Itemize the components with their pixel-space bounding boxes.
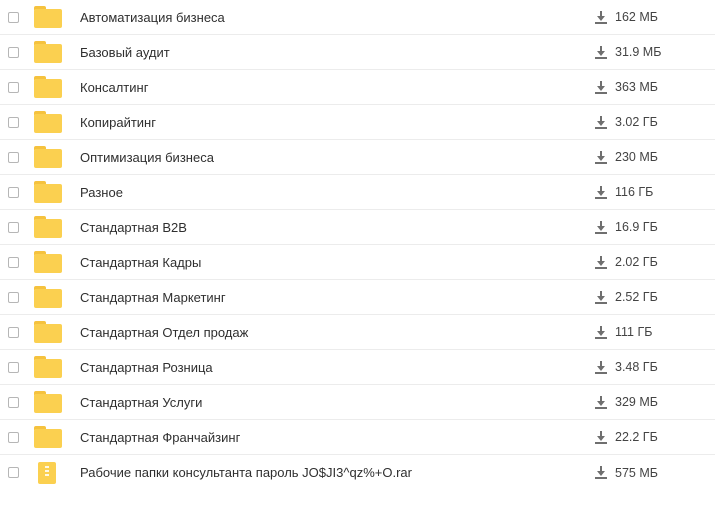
download-icon[interactable]	[595, 256, 608, 269]
file-size-cell	[589, 185, 705, 199]
file-icon-cell	[34, 6, 78, 28]
file-size-cell	[589, 430, 705, 444]
file-icon-cell	[34, 391, 78, 413]
file-name[interactable]: Стандартная Розница	[80, 359, 213, 375]
row-select-cell[interactable]	[8, 467, 34, 478]
folder-icon	[34, 321, 62, 343]
file-icon-cell	[34, 146, 78, 168]
file-name[interactable]: Базовый аудит	[80, 44, 170, 60]
file-size-cell	[589, 80, 705, 94]
archive-file-icon	[38, 462, 56, 484]
download-icon[interactable]	[595, 326, 608, 339]
file-icon-cell	[34, 356, 78, 378]
folder-icon	[34, 426, 62, 448]
folder-icon	[34, 6, 62, 28]
row-select-cell[interactable]	[8, 47, 34, 58]
checkbox-icon[interactable]	[8, 327, 19, 338]
file-size-label: 575 МБ	[615, 465, 658, 480]
row-select-cell[interactable]	[8, 327, 34, 338]
file-size-cell	[589, 325, 705, 339]
table-row[interactable]	[0, 105, 715, 140]
folder-icon	[34, 41, 62, 63]
download-icon[interactable]	[595, 151, 608, 164]
file-size-cell	[589, 290, 705, 304]
file-name[interactable]: Рабочие папки консультанта пароль JO$JI3^qz%+O.rar	[80, 465, 412, 480]
file-size-label: 111 ГБ	[615, 325, 653, 339]
file-size-cell	[589, 466, 705, 480]
file-name[interactable]: Стандартная B2B	[80, 219, 187, 235]
file-icon-cell	[34, 251, 78, 273]
table-row[interactable]	[0, 175, 715, 210]
download-icon[interactable]	[595, 431, 608, 444]
file-size-cell	[589, 360, 705, 374]
folder-icon	[34, 111, 62, 133]
file-name[interactable]: Разное	[80, 184, 123, 200]
folder-icon	[34, 146, 62, 168]
download-icon[interactable]	[595, 11, 608, 24]
file-size-cell	[589, 255, 705, 269]
file-size-label: 329 МБ	[615, 395, 658, 409]
checkbox-icon[interactable]	[8, 82, 19, 93]
folder-icon	[34, 216, 62, 238]
table-row[interactable]	[0, 140, 715, 175]
table-row[interactable]	[0, 210, 715, 245]
file-size-cell	[589, 220, 705, 234]
file-icon-cell	[34, 111, 78, 133]
checkbox-icon[interactable]	[8, 432, 19, 443]
checkbox-icon[interactable]	[8, 222, 19, 233]
row-select-cell[interactable]	[8, 152, 34, 163]
row-select-cell[interactable]	[8, 292, 34, 303]
row-select-cell[interactable]	[8, 432, 34, 443]
download-icon[interactable]	[595, 186, 608, 199]
checkbox-icon[interactable]	[8, 187, 19, 198]
row-select-cell[interactable]	[8, 257, 34, 268]
file-size-label: 3.02 ГБ	[615, 115, 658, 129]
row-select-cell[interactable]	[8, 222, 34, 233]
file-size-label: 230 МБ	[615, 150, 658, 164]
file-name[interactable]: Стандартная Отдел продаж	[80, 324, 249, 340]
file-icon-cell	[34, 462, 78, 484]
file-size-cell	[589, 115, 705, 129]
file-icon-cell	[34, 41, 78, 63]
download-icon[interactable]	[595, 81, 608, 94]
file-icon-cell	[34, 76, 78, 98]
file-name[interactable]: Стандартная Кадры	[80, 254, 202, 270]
row-select-cell[interactable]	[8, 12, 34, 23]
file-size-cell	[589, 10, 705, 24]
file-icon-cell	[34, 216, 78, 238]
folder-icon	[34, 251, 62, 273]
file-icon-cell	[34, 321, 78, 343]
table-row[interactable]	[0, 385, 715, 420]
row-select-cell[interactable]	[8, 187, 34, 198]
checkbox-icon[interactable]	[8, 362, 19, 373]
folder-icon	[34, 356, 62, 378]
table-row[interactable]	[0, 35, 715, 70]
file-size-label: 162 МБ	[615, 10, 658, 24]
row-select-cell[interactable]	[8, 117, 34, 128]
download-icon[interactable]	[595, 396, 608, 409]
table-row[interactable]	[0, 280, 715, 315]
checkbox-icon[interactable]	[8, 257, 19, 268]
download-icon[interactable]	[595, 116, 608, 129]
download-icon[interactable]	[595, 361, 608, 374]
file-size-label: 363 МБ	[615, 80, 658, 94]
table-row[interactable]	[0, 350, 715, 385]
row-select-cell[interactable]	[8, 82, 34, 93]
table-row[interactable]	[0, 455, 715, 490]
download-icon[interactable]	[595, 221, 608, 234]
file-size-label: 16.9 ГБ	[615, 220, 658, 234]
file-icon-cell	[34, 181, 78, 203]
checkbox-icon[interactable]	[8, 47, 19, 58]
download-icon[interactable]	[595, 291, 608, 304]
table-row[interactable]	[0, 70, 715, 105]
checkbox-icon[interactable]	[8, 397, 19, 408]
file-name[interactable]: Стандартная Услуги	[80, 394, 203, 410]
file-name[interactable]: Консалтинг	[80, 79, 149, 95]
checkbox-icon[interactable]	[8, 152, 19, 163]
row-select-cell[interactable]	[8, 397, 34, 408]
checkbox-icon[interactable]	[8, 467, 19, 478]
folder-icon	[34, 76, 62, 98]
file-size-cell	[589, 395, 705, 409]
file-size-cell	[589, 150, 705, 164]
file-name[interactable]: Стандартная Франчайзинг	[80, 429, 241, 445]
file-name[interactable]: Оптимизация бизнеса	[80, 149, 214, 165]
table-row[interactable]	[0, 315, 715, 350]
file-size-label: 116 ГБ	[615, 185, 654, 199]
file-name[interactable]: Автоматизация бизнеса	[80, 9, 225, 25]
table-row[interactable]	[0, 0, 715, 35]
file-name[interactable]: Копирайтинг	[80, 114, 156, 130]
file-size-cell	[589, 45, 705, 59]
file-size-label: 3.48 ГБ	[615, 360, 658, 374]
table-row[interactable]	[0, 420, 715, 455]
file-name[interactable]: Стандартная Маркетинг	[80, 289, 226, 305]
file-size-label: 2.52 ГБ	[615, 290, 658, 304]
table-row[interactable]	[0, 245, 715, 280]
folder-icon	[34, 391, 62, 413]
file-size-label: 31.9 МБ	[615, 45, 662, 59]
file-size-label: 2.02 ГБ	[615, 255, 658, 269]
file-icon-cell	[34, 426, 78, 448]
folder-icon	[34, 181, 62, 203]
checkbox-icon[interactable]	[8, 292, 19, 303]
file-icon-cell	[34, 286, 78, 308]
row-select-cell[interactable]	[8, 362, 34, 373]
download-icon[interactable]	[595, 466, 608, 479]
checkbox-icon[interactable]	[8, 12, 19, 23]
download-icon[interactable]	[595, 46, 608, 59]
checkbox-icon[interactable]	[8, 117, 19, 128]
folder-icon	[34, 286, 62, 308]
file-size-label: 22.2 ГБ	[615, 430, 658, 444]
